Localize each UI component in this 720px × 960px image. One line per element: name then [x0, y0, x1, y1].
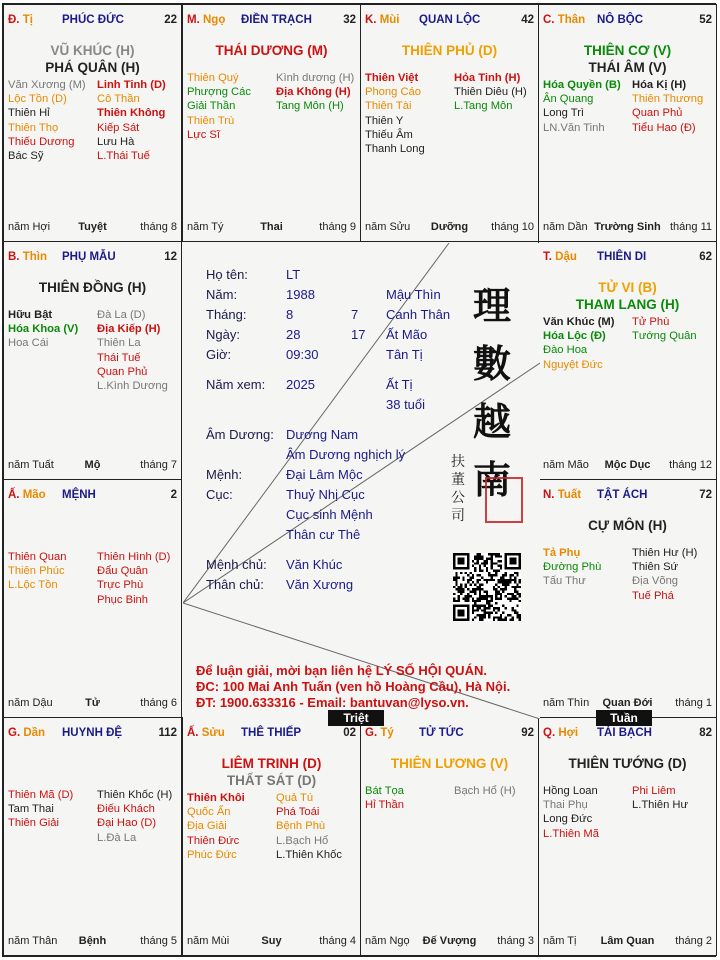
palace-month: tháng 1 [675, 697, 712, 709]
palace-name: HUYNH ĐỆ [62, 727, 123, 739]
minor-star: L.Tang Môn [454, 100, 513, 113]
minor-star: Giải Thần [187, 100, 236, 113]
chart-center [183, 243, 540, 719]
thang-value: 8 [286, 307, 294, 322]
palace-year: năm Mùi [187, 935, 230, 947]
minor-star: Hóa Khoa (V) [8, 323, 79, 336]
minor-star: Thiên Thương [632, 93, 704, 106]
palace-year: năm Tý [187, 221, 224, 233]
minor-star: Quả Tú [276, 792, 314, 804]
gio-can-chi: Tân Tị [386, 347, 423, 362]
palace-year: năm Dậu [8, 697, 53, 709]
minor-star: Tam Thai [8, 803, 54, 816]
minor-star: Long Trì [543, 107, 585, 120]
palace-position: K. Mùi [365, 14, 400, 26]
minor-star: Thiên Hỉ [8, 107, 50, 120]
minor-star: Thanh Long [365, 143, 425, 156]
palace-age: 62 [699, 251, 712, 263]
tuan-marker: Tuần [596, 710, 652, 726]
minor-star: Thiên Không [97, 107, 166, 120]
main-star: THIÊN LƯƠNG (V) [390, 756, 509, 771]
minor-star: Tang Môn (H) [276, 100, 344, 113]
palace-stage: Mộ [84, 459, 101, 471]
palace-position: N. Tuất [543, 489, 582, 501]
minor-star: Lực Sĩ [187, 128, 220, 141]
calligraphy-char-1: 理 [473, 283, 512, 328]
minor-star: Trực Phù [97, 579, 144, 592]
minor-star: Thai Phụ [543, 799, 588, 812]
minor-star: Thiên Giải [8, 817, 59, 830]
palace-hoi [538, 717, 717, 956]
minor-star: Kình dương (H) [276, 72, 355, 84]
palace-position: Ấ. Mão [8, 489, 46, 501]
palace-stage: Bệnh [78, 935, 107, 947]
main-star: VŨ KHÚC (H) [50, 43, 135, 58]
minor-star: Phượng Các [187, 86, 251, 99]
minor-star: Linh Tinh (D) [97, 79, 166, 91]
triet-marker: Triệt [328, 710, 384, 726]
minor-col-left [8, 550, 96, 593]
palace-name: QUAN LỘC [419, 14, 481, 26]
menh-label: Mệnh: [206, 467, 243, 482]
palace-stage: Tuyệt [78, 221, 107, 233]
palace-position: T. Dậu [543, 251, 577, 263]
am-duong-label: Âm Dương: [206, 427, 274, 442]
minor-star: Tuế Phá [632, 589, 674, 602]
palace-header [543, 489, 712, 505]
minor-star: Ân Quang [543, 93, 594, 106]
palace-year: năm Thân [8, 935, 58, 947]
palace-age: 32 [343, 14, 356, 26]
minor-star: Thiên Quan [8, 551, 67, 563]
minor-star: Thiên Sứ [632, 561, 679, 574]
palace-month: tháng 7 [140, 459, 177, 471]
ho-ten-label: Họ tên: [206, 267, 248, 282]
palace-name: TỬ TỨC [419, 727, 464, 739]
palace-stage: Suy [261, 935, 282, 947]
minor-star: Thiên Việt [365, 72, 419, 84]
palace-month: tháng 8 [140, 221, 177, 233]
palace-thin [3, 241, 182, 480]
main-star: THÁI ÂM (V) [588, 60, 667, 75]
palace-year: năm Ngọ [365, 935, 410, 947]
nam-can-chi: Mậu Thìn [386, 287, 441, 302]
palace-tuat [538, 479, 717, 718]
palace-position: C. Thân [543, 14, 586, 26]
palace-year: năm Dần [543, 221, 588, 233]
main-star: THIÊN PHỦ (D) [401, 43, 498, 58]
palace-footer [543, 697, 712, 711]
ngay-can-chi: Ất Mão [386, 327, 428, 342]
main-star: PHÁ QUÂN (H) [45, 60, 140, 75]
minor-col-left [365, 784, 453, 812]
main-star: THẤT SÁT (D) [226, 773, 317, 788]
minor-star: L.Lộc Tồn [8, 579, 58, 592]
palace-stage: Tử [85, 697, 100, 709]
palace-than [538, 4, 717, 242]
minor-col-left [365, 71, 453, 156]
palace-year: năm Tuất [8, 459, 54, 471]
minor-star: Thiên Phúc [8, 565, 65, 578]
main-star: THIÊN CƠ (V) [583, 43, 672, 58]
minor-star: Thái Tuế [97, 351, 141, 364]
palace-footer [543, 935, 712, 949]
minor-star: Địa Võng [632, 575, 679, 588]
main-stars [539, 755, 716, 772]
palace-footer [8, 221, 177, 235]
ngay-label: Ngày: [206, 327, 240, 342]
minor-star: L.Thiên Mã [543, 827, 599, 840]
palace-header [543, 251, 712, 267]
minor-star: Thiên Hư (H) [632, 547, 698, 559]
minor-star: Thiếu Dương [8, 135, 75, 148]
palace-month: tháng 4 [319, 935, 356, 947]
gio-label: Giờ: [206, 347, 232, 362]
palace-ngo [182, 4, 361, 242]
minor-col-right [97, 550, 182, 607]
nam-label: Năm: [206, 287, 238, 302]
contact-line-1: Để luận giải, mời bạn liên hệ LÝ SỐ HỘI QUÁN. [196, 663, 487, 678]
minor-star: Thiên Y [365, 114, 404, 127]
tuoi-value: 38 tuổi [386, 397, 426, 412]
palace-footer [8, 935, 177, 949]
minor-star: Đà La (D) [97, 309, 146, 321]
minor-col-left [8, 308, 96, 351]
am-duong-value: Dương Nam [286, 427, 359, 442]
palace-dau [538, 241, 717, 480]
minor-star: L.Thiên Hư [632, 799, 688, 812]
minor-star: Hữu Bật [8, 309, 53, 321]
palace-footer [8, 459, 177, 473]
minor-star: Bác Sỹ [8, 150, 44, 163]
palace-name: MỆNH [62, 489, 96, 501]
side-char-2: 董 [451, 471, 465, 487]
palace-month: tháng 11 [669, 221, 712, 233]
minor-star: Thiên Thọ [8, 121, 59, 134]
palace-header [365, 727, 534, 743]
minor-star: Hỉ Thần [365, 799, 404, 812]
main-star: CỰ MÔN (H) [588, 518, 667, 533]
minor-star: Nguyệt Đức [543, 358, 603, 371]
minor-col-left [543, 546, 631, 589]
main-star: THAM LANG (H) [575, 297, 680, 312]
palace-name: PHỤ MẪU [62, 251, 116, 263]
minor-star: Hóa Kị (H) [632, 79, 687, 91]
palace-position: Ấ. Sửu [187, 727, 225, 739]
palace-footer [187, 221, 356, 235]
cuc-note-2: Thân cư Thê [286, 527, 361, 542]
palace-year: năm Sửu [365, 221, 411, 233]
palace-month: tháng 2 [675, 935, 712, 947]
palace-month: tháng 3 [497, 935, 534, 947]
main-stars [539, 517, 716, 534]
minor-star: Tả Phụ [543, 547, 581, 559]
minor-col-right [97, 788, 182, 845]
minor-star: Địa Kiếp (H) [97, 323, 161, 336]
main-star: THIÊN TƯỚNG (D) [568, 756, 687, 771]
palace-ty-top [3, 4, 182, 242]
main-stars [183, 42, 360, 59]
minor-star: Hóa Quyền (B) [543, 79, 621, 91]
minor-star: Kiếp Sát [97, 121, 140, 134]
am-duong-note: Âm Dương nghịch lý [286, 447, 406, 462]
palace-age: 82 [699, 727, 712, 739]
palace-dan [3, 717, 182, 956]
minor-star: Hoa Cái [8, 337, 49, 350]
palace-year: năm Thìn [543, 697, 590, 709]
than-chu-label: Thân chủ: [206, 577, 264, 592]
side-char-1: 扶 [451, 453, 465, 469]
minor-star: Long Đức [543, 813, 593, 826]
minor-star: Tấu Thư [543, 575, 586, 588]
minor-col-left [543, 315, 631, 372]
minor-col-right [276, 71, 361, 114]
main-star: THIÊN ĐỒNG (H) [38, 280, 147, 295]
main-star: TỬ VI (B) [598, 280, 657, 295]
palace-ty-bottom [360, 717, 539, 956]
palace-position: B. Thìn [8, 251, 47, 263]
palace-stage: Thai [260, 221, 283, 233]
palace-footer [8, 697, 177, 711]
palace-name: TÀI BẠCH [597, 727, 652, 739]
minor-star: Địa Không (H) [276, 86, 351, 99]
palace-name: THIÊN DI [597, 251, 647, 263]
main-stars [361, 755, 538, 772]
thang-can-chi: Canh Thân [386, 307, 451, 322]
minor-star: Điếu Khách [97, 803, 155, 816]
minor-star: Đẩu Quân [97, 565, 148, 578]
palace-year: năm Tị [543, 935, 577, 947]
calligraphy-char-4: 南 [473, 457, 512, 502]
minor-star: Phục Binh [97, 593, 148, 606]
palace-header [8, 14, 177, 30]
minor-col-left [8, 788, 96, 831]
main-stars [539, 42, 716, 76]
minor-star: Quan Phủ [97, 365, 148, 378]
minor-star: Cô Thần [97, 93, 140, 106]
palace-mui [360, 4, 539, 242]
minor-star: LN.Văn Tinh [543, 121, 605, 134]
calligraphy-char-3: 越 [473, 399, 512, 444]
palace-age: 52 [699, 14, 712, 26]
minor-star: Phúc Đức [187, 848, 237, 861]
minor-col-left [543, 784, 631, 841]
palace-month: tháng 12 [669, 459, 712, 471]
side-char-3: 公 [451, 489, 465, 505]
gio-value: 09:30 [286, 347, 319, 362]
main-stars [183, 755, 360, 789]
minor-col-right [632, 78, 717, 135]
palace-position: G. Dần [8, 727, 46, 739]
minor-star: Địa Giải [187, 820, 227, 833]
minor-star: Hồng Loan [543, 785, 598, 797]
nam-xem-label: Năm xem: [206, 377, 266, 392]
minor-star: Thiên Quý [187, 72, 239, 84]
minor-star: Hỏa Tinh (H) [454, 72, 521, 84]
palace-header [8, 727, 177, 743]
minor-star: Đại Hao (D) [97, 817, 157, 830]
palace-age: 22 [164, 14, 177, 26]
nam-value: 1988 [286, 287, 315, 302]
minor-star: L.Thiên Khốc [276, 848, 342, 861]
cuc-label: Cục: [206, 487, 233, 502]
ho-ten-value: LT [286, 267, 301, 282]
minor-star: Đường Phù [543, 561, 602, 574]
palace-header [543, 14, 712, 30]
minor-star: Phong Cáo [365, 86, 421, 99]
palace-stage: Quan Đới [602, 697, 653, 709]
minor-star: Thiên Diêu (H) [454, 86, 527, 99]
minor-star: Thiên Trù [187, 114, 235, 127]
palace-month: tháng 10 [491, 221, 534, 233]
than-chu-value: Văn Xương [286, 577, 354, 592]
palace-age: 02 [343, 727, 356, 739]
palace-position: Q. Hợi [543, 727, 579, 739]
contact-line-2: ĐC: 100 Mai Anh Tuấn (ven hồ Hoàng Cầu), Hà Nội. [196, 679, 511, 694]
palace-header [187, 727, 356, 743]
palace-name: NÔ BỘC [597, 14, 643, 26]
palace-stage: Dưỡng [430, 221, 469, 233]
palace-footer [543, 221, 712, 235]
palace-month: tháng 5 [140, 935, 177, 947]
palace-name: ĐIỀN TRẠCH [241, 14, 312, 26]
horoscope-chart [2, 3, 716, 957]
minor-star: Bát Tọa [365, 785, 404, 797]
minor-col-right [97, 308, 182, 393]
minor-star: Thiên Khôi [187, 792, 245, 804]
minor-star: Lưu Hà [97, 135, 135, 148]
thang-am-value: 7 [351, 307, 359, 322]
minor-star: L.Thái Tuế [97, 150, 150, 163]
minor-col-right [97, 78, 182, 163]
minor-col-right [276, 791, 361, 862]
palace-footer [543, 459, 712, 473]
main-star: LIÊM TRINH (D) [221, 756, 322, 771]
palace-month: tháng 6 [140, 697, 177, 709]
minor-star: Lộc Tồn (D) [8, 93, 67, 106]
thang-label: Tháng: [206, 307, 247, 322]
menh-value: Đại Lâm Mộc [286, 467, 363, 482]
palace-month: tháng 9 [319, 221, 356, 233]
side-char-4: 司 [451, 507, 465, 523]
palace-header [187, 14, 356, 30]
minor-col-right [632, 315, 717, 343]
minor-star: Bệnh Phù [276, 820, 326, 833]
minor-star: Phá Toái [276, 806, 320, 819]
minor-col-right [454, 71, 539, 114]
palace-stage: Lâm Quan [600, 935, 655, 947]
palace-age: 112 [158, 727, 177, 739]
palace-position: G. Tý [365, 727, 394, 739]
minor-star: Thiên Tài [365, 100, 412, 113]
qr-code[interactable] [453, 553, 521, 621]
menh-chu-label: Mệnh chủ: [206, 557, 267, 572]
minor-star: Văn Xương (M) [8, 79, 86, 91]
palace-suu [182, 717, 361, 956]
minor-col-right [632, 546, 717, 603]
palace-age: 12 [164, 251, 177, 263]
palace-header [543, 727, 712, 743]
minor-col-right [454, 784, 539, 798]
palace-name: THÊ THIẾP [241, 727, 302, 739]
minor-star: Hóa Lộc (Đ) [543, 330, 606, 343]
palace-name: PHÚC ĐỨC [62, 14, 124, 26]
minor-star: Tiểu Hao (Đ) [632, 121, 696, 134]
minor-star: Thiên Khốc (H) [97, 789, 173, 801]
palace-year: năm Mão [543, 459, 589, 471]
calligraphy-char-2: 數 [473, 341, 512, 386]
minor-star: Thiên Mã (D) [8, 789, 74, 801]
main-stars [539, 279, 716, 313]
minor-star: Bạch Hổ (H) [454, 785, 516, 797]
minor-star: Tử Phù [632, 316, 670, 328]
minor-star: Thiên Đức [187, 834, 240, 847]
minor-star: Phi Liêm [632, 785, 676, 797]
palace-year: năm Hợi [8, 221, 51, 233]
ngay-value: 28 [286, 327, 301, 342]
minor-col-left [187, 71, 275, 142]
minor-col-right [632, 784, 717, 812]
main-stars [4, 42, 181, 76]
main-star: THÁI DƯƠNG (M) [215, 43, 328, 58]
palace-footer [365, 221, 534, 235]
minor-star: Đào Hoa [543, 344, 588, 357]
palace-stage: Đế Vượng [422, 935, 477, 947]
palace-position: M. Ngọ [187, 14, 226, 26]
minor-star: L.Bạch Hổ [276, 834, 329, 847]
palace-footer [365, 935, 534, 949]
cuc-note-1: Cục sinh Mệnh [286, 507, 373, 522]
palace-age: 72 [699, 489, 712, 501]
minor-star: Thiếu Âm [365, 128, 413, 141]
minor-star: Quan Phủ [632, 107, 683, 120]
minor-star: L.Kình Dương [97, 380, 168, 393]
main-stars [361, 42, 538, 59]
minor-star: Thiên La [97, 337, 141, 350]
nam-xem-can-chi: Ất Tị [386, 377, 413, 392]
palace-age: 42 [521, 14, 534, 26]
palace-footer [187, 935, 356, 949]
cuc-value: Thuỷ Nhị Cục [286, 487, 365, 502]
minor-star: Tướng Quân [632, 330, 697, 343]
seal-stamp [485, 477, 523, 523]
nam-xem-value: 2025 [286, 377, 315, 392]
palace-name: TẬT ÁCH [597, 489, 648, 501]
ngay-am-value: 17 [351, 327, 366, 342]
palace-header [365, 14, 534, 30]
minor-star: Quốc Ấn [187, 806, 231, 819]
palace-header [8, 489, 177, 505]
palace-mao [3, 479, 182, 718]
minor-col-left [8, 78, 96, 163]
palace-age: 2 [170, 489, 177, 501]
minor-star: L.Đà La [97, 831, 137, 844]
palace-stage: Trường Sinh [594, 221, 661, 233]
palace-position: Đ. Tị [8, 14, 33, 26]
minor-col-left [187, 791, 275, 862]
minor-col-left [543, 78, 631, 135]
menh-chu-value: Văn Khúc [286, 557, 343, 572]
palace-header [8, 251, 177, 267]
contact-line-3: ĐT: 1900.633316 - Email: bantuvan@lyso.vn. [196, 695, 469, 710]
main-stars [4, 279, 181, 296]
minor-star: Thiên Hình (D) [97, 551, 171, 563]
palace-stage: Mộc Dục [604, 459, 651, 471]
minor-star: Văn Khúc (M) [543, 316, 615, 328]
palace-age: 92 [521, 727, 534, 739]
